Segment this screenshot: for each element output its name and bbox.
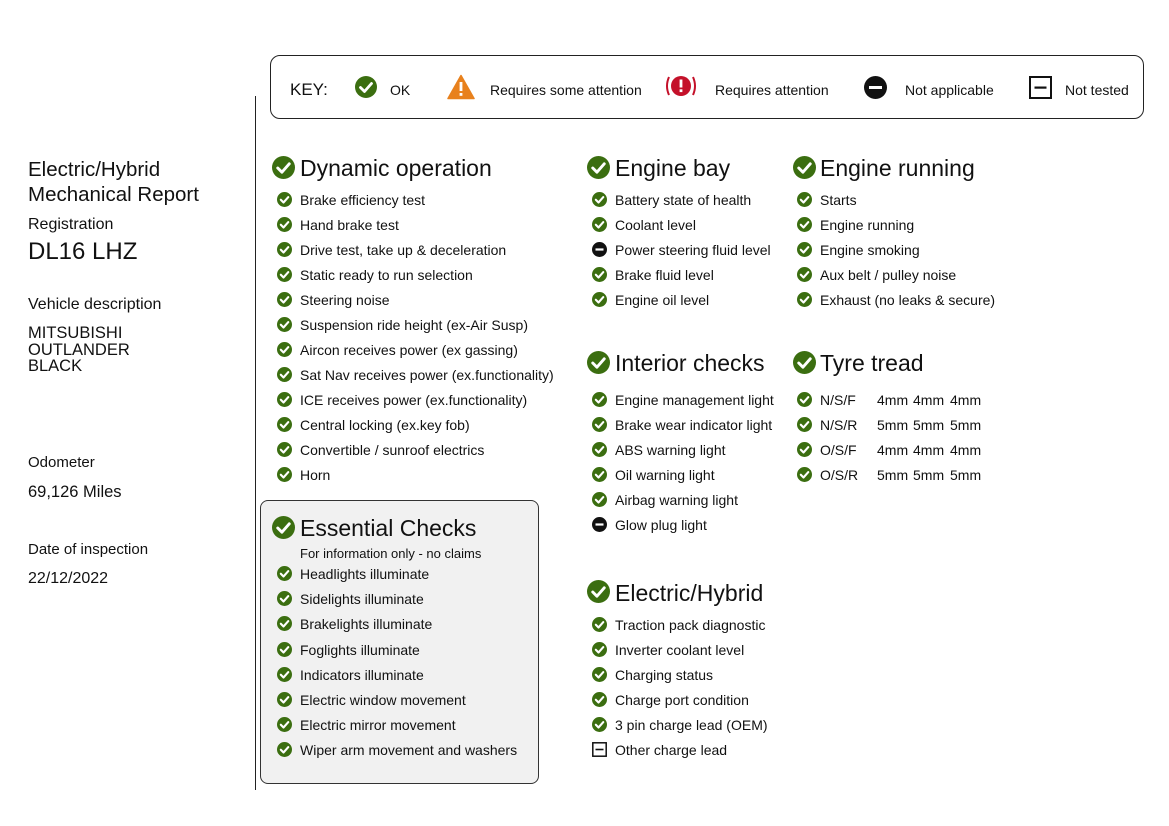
ok-check-icon xyxy=(797,467,812,482)
list-item-label: Exhaust (no leaks & secure) xyxy=(820,292,996,308)
key-title: KEY: xyxy=(290,80,328,99)
odometer-label: Odometer xyxy=(28,454,95,471)
ok-check-icon xyxy=(592,442,607,457)
list-item-label: Airbag warning light xyxy=(615,492,738,508)
tyre-depth-2: 4mm xyxy=(913,392,945,408)
ok-check-icon xyxy=(592,392,607,407)
inspection-date-label: Date of inspection xyxy=(28,541,149,558)
ok-check-icon xyxy=(592,667,607,682)
ok-check-icon xyxy=(277,566,292,581)
ok-check-icon xyxy=(592,417,607,432)
ok-check-icon xyxy=(277,217,292,232)
ok-check-icon xyxy=(277,591,292,606)
ok-check-icon xyxy=(277,742,292,757)
ok-check-icon xyxy=(277,616,292,631)
ok-check-icon xyxy=(277,367,292,382)
list-item-label: Brake fluid level xyxy=(615,267,714,283)
tyre-depth-1: 5mm xyxy=(877,467,909,483)
engine-bay-title: Engine bay xyxy=(615,155,731,181)
list-item-label: Other charge lead xyxy=(615,742,728,758)
list-item-label: Brakelights illuminate xyxy=(300,616,433,633)
list-item-label: Charge port condition xyxy=(615,692,749,708)
key-attention-label: Requires attention xyxy=(715,82,829,98)
dynamic-operation-title: Dynamic operation xyxy=(300,155,492,181)
tyre-position: N/S/F xyxy=(820,392,856,408)
engine-bay-ok-icon xyxy=(587,156,610,184)
list-item-label: Coolant level xyxy=(615,217,696,233)
list-item-label: Starts xyxy=(820,192,857,208)
ok-check-icon xyxy=(797,267,812,282)
list-item-label: Traction pack diagnostic xyxy=(615,617,766,633)
engine-running-ok-icon xyxy=(793,156,816,184)
ok-check-icon xyxy=(277,417,292,432)
vehicle-colour: BLACK xyxy=(28,357,83,375)
vehicle-description xyxy=(28,325,130,375)
list-item-label: Sidelights illuminate xyxy=(300,591,424,608)
not-tested-icon xyxy=(592,742,607,757)
list-item-label: Foglights illuminate xyxy=(300,641,420,658)
ok-check-icon xyxy=(797,217,812,232)
electric-hybrid-ok-icon xyxy=(587,580,610,608)
ok-check-icon xyxy=(277,692,292,707)
ok-check-icon xyxy=(592,217,607,232)
vehicle-description-label: Vehicle description xyxy=(28,296,162,313)
list-item-label: Convertible / sunroof electrics xyxy=(300,442,485,458)
list-item-label: Engine running xyxy=(820,217,915,233)
list-item-label: Drive test, take up & deceleration xyxy=(300,242,507,258)
tyre-depth-3: 5mm xyxy=(950,417,982,433)
ok-check-icon xyxy=(592,192,607,207)
list-item-label: Power steering fluid level xyxy=(615,242,771,258)
ok-check-icon xyxy=(277,292,292,307)
interior-checks-ok-icon xyxy=(587,351,610,379)
ok-check-icon xyxy=(277,467,292,482)
list-item-label: Glow plug light xyxy=(615,517,707,533)
list-item-label: Electric window movement xyxy=(300,692,466,708)
ok-check-icon xyxy=(592,267,607,282)
registration-label: Registration xyxy=(28,216,114,233)
not-applicable-icon xyxy=(864,76,887,104)
list-item-label: Aux belt / pulley noise xyxy=(820,267,957,283)
ok-check-icon xyxy=(592,692,607,707)
list-item-label: Aircon receives power (ex gassing) xyxy=(300,342,518,358)
list-item-label: Brake efficiency test xyxy=(300,192,426,208)
vehicle-model: OUTLANDER xyxy=(28,340,130,359)
ok-check-icon xyxy=(592,617,607,632)
ok-check-icon xyxy=(592,292,607,307)
interior-checks-title: Interior checks xyxy=(615,350,765,376)
report-title-line1: Electric/Hybrid xyxy=(28,158,161,181)
tyre-tread-title: Tyre tread xyxy=(820,350,924,376)
tyre-position: O/S/F xyxy=(820,442,857,458)
ok-check-icon xyxy=(797,442,812,457)
essential-checks-title: Essential Checks xyxy=(300,515,477,541)
list-item-label: Hand brake test xyxy=(300,217,399,233)
key-not-applicable-label: Not applicable xyxy=(905,82,994,98)
ok-check-icon xyxy=(592,717,607,732)
list-item-label: Indicators illuminate xyxy=(300,666,424,683)
attention-alert-icon xyxy=(665,74,697,103)
dynamic-operation-ok-icon xyxy=(272,156,295,184)
list-item-label: Central locking (ex.key fob) xyxy=(300,417,470,433)
vehicle-make: MITSUBISHI xyxy=(28,324,123,342)
list-item-label: ABS warning light xyxy=(615,442,726,458)
list-item-label: Charging status xyxy=(615,667,714,683)
divider-line xyxy=(255,96,256,790)
ok-check-icon xyxy=(277,642,292,657)
registration-value: DL16 LHZ xyxy=(28,238,138,265)
electric-hybrid-title: Electric/Hybrid xyxy=(615,580,764,606)
ok-check-icon xyxy=(277,317,292,332)
list-item-label: Engine oil level xyxy=(615,292,710,308)
list-item-label: Inverter coolant level xyxy=(615,642,745,658)
ok-check-icon xyxy=(592,467,607,482)
report-title-line2: Mechanical Report xyxy=(28,183,199,206)
ok-check-icon xyxy=(277,192,292,207)
ok-check-icon xyxy=(277,717,292,732)
tyre-depth-2: 4mm xyxy=(913,442,945,458)
tyre-depth-3: 4mm xyxy=(950,392,982,408)
essential-checks-ok-icon xyxy=(272,516,295,544)
list-item-label: Headlights illuminate xyxy=(300,566,430,582)
not-applicable-icon xyxy=(592,517,607,532)
tyre-depth-1: 4mm xyxy=(877,442,909,458)
tyre-depth-3: 4mm xyxy=(950,442,982,458)
tyre-position: O/S/R xyxy=(820,467,859,483)
ok-check-icon xyxy=(797,392,812,407)
warning-triangle-icon xyxy=(447,74,475,105)
tyre-depth-2: 5mm xyxy=(913,467,945,483)
tyre-position: N/S/R xyxy=(820,417,858,433)
list-item-label: Steering noise xyxy=(300,292,390,308)
list-item-label: Battery state of health xyxy=(615,192,752,208)
list-item-label: Horn xyxy=(300,467,331,483)
list-item-label: Suspension ride height (ex-Air Susp) xyxy=(300,317,529,333)
tyre-tread-ok-icon xyxy=(793,351,816,379)
tyre-depth-1: 5mm xyxy=(877,417,909,433)
list-item-label: Engine smoking xyxy=(820,242,920,258)
engine-running-title: Engine running xyxy=(820,155,975,181)
ok-check-icon xyxy=(355,76,377,103)
ok-check-icon xyxy=(592,642,607,657)
not-tested-icon xyxy=(1029,76,1052,104)
not-applicable-icon xyxy=(592,242,607,257)
list-item-label: ICE receives power (ex.functionality) xyxy=(300,392,528,408)
tyre-depth-1: 4mm xyxy=(877,392,909,408)
list-item-label: Brake wear indicator light xyxy=(615,417,773,433)
list-item-label: 3 pin charge lead (OEM) xyxy=(615,717,768,733)
ok-check-icon xyxy=(277,342,292,357)
key-not-tested-label: Not tested xyxy=(1065,82,1129,98)
ok-check-icon xyxy=(797,292,812,307)
ok-check-icon xyxy=(797,192,812,207)
essential-checks-note: For information only - no claims xyxy=(300,546,482,561)
list-item-label: Wiper arm movement and washers xyxy=(300,742,518,759)
report-title xyxy=(28,157,199,207)
list-item-label: Static ready to run selection xyxy=(300,267,473,283)
odometer-value: 69,126 Miles xyxy=(28,483,122,501)
ok-check-icon xyxy=(277,242,292,257)
key-some-attention-label: Requires some attention xyxy=(490,82,642,98)
list-item-label: Electric mirror movement xyxy=(300,717,456,734)
list-item-label: Engine management light xyxy=(615,392,774,408)
ok-check-icon xyxy=(277,667,292,682)
list-item-label: Oil warning light xyxy=(615,467,715,483)
inspection-date-value: 22/12/2022 xyxy=(28,570,109,587)
key-ok-label: OK xyxy=(390,82,411,98)
tyre-depth-3: 5mm xyxy=(950,467,982,483)
ok-check-icon xyxy=(592,492,607,507)
tyre-depth-2: 5mm xyxy=(913,417,945,433)
ok-check-icon xyxy=(277,442,292,457)
ok-check-icon xyxy=(277,267,292,282)
ok-check-icon xyxy=(277,392,292,407)
list-item-label: Sat Nav receives power (ex.functionality) xyxy=(300,367,554,383)
ok-check-icon xyxy=(797,242,812,257)
ok-check-icon xyxy=(797,417,812,432)
